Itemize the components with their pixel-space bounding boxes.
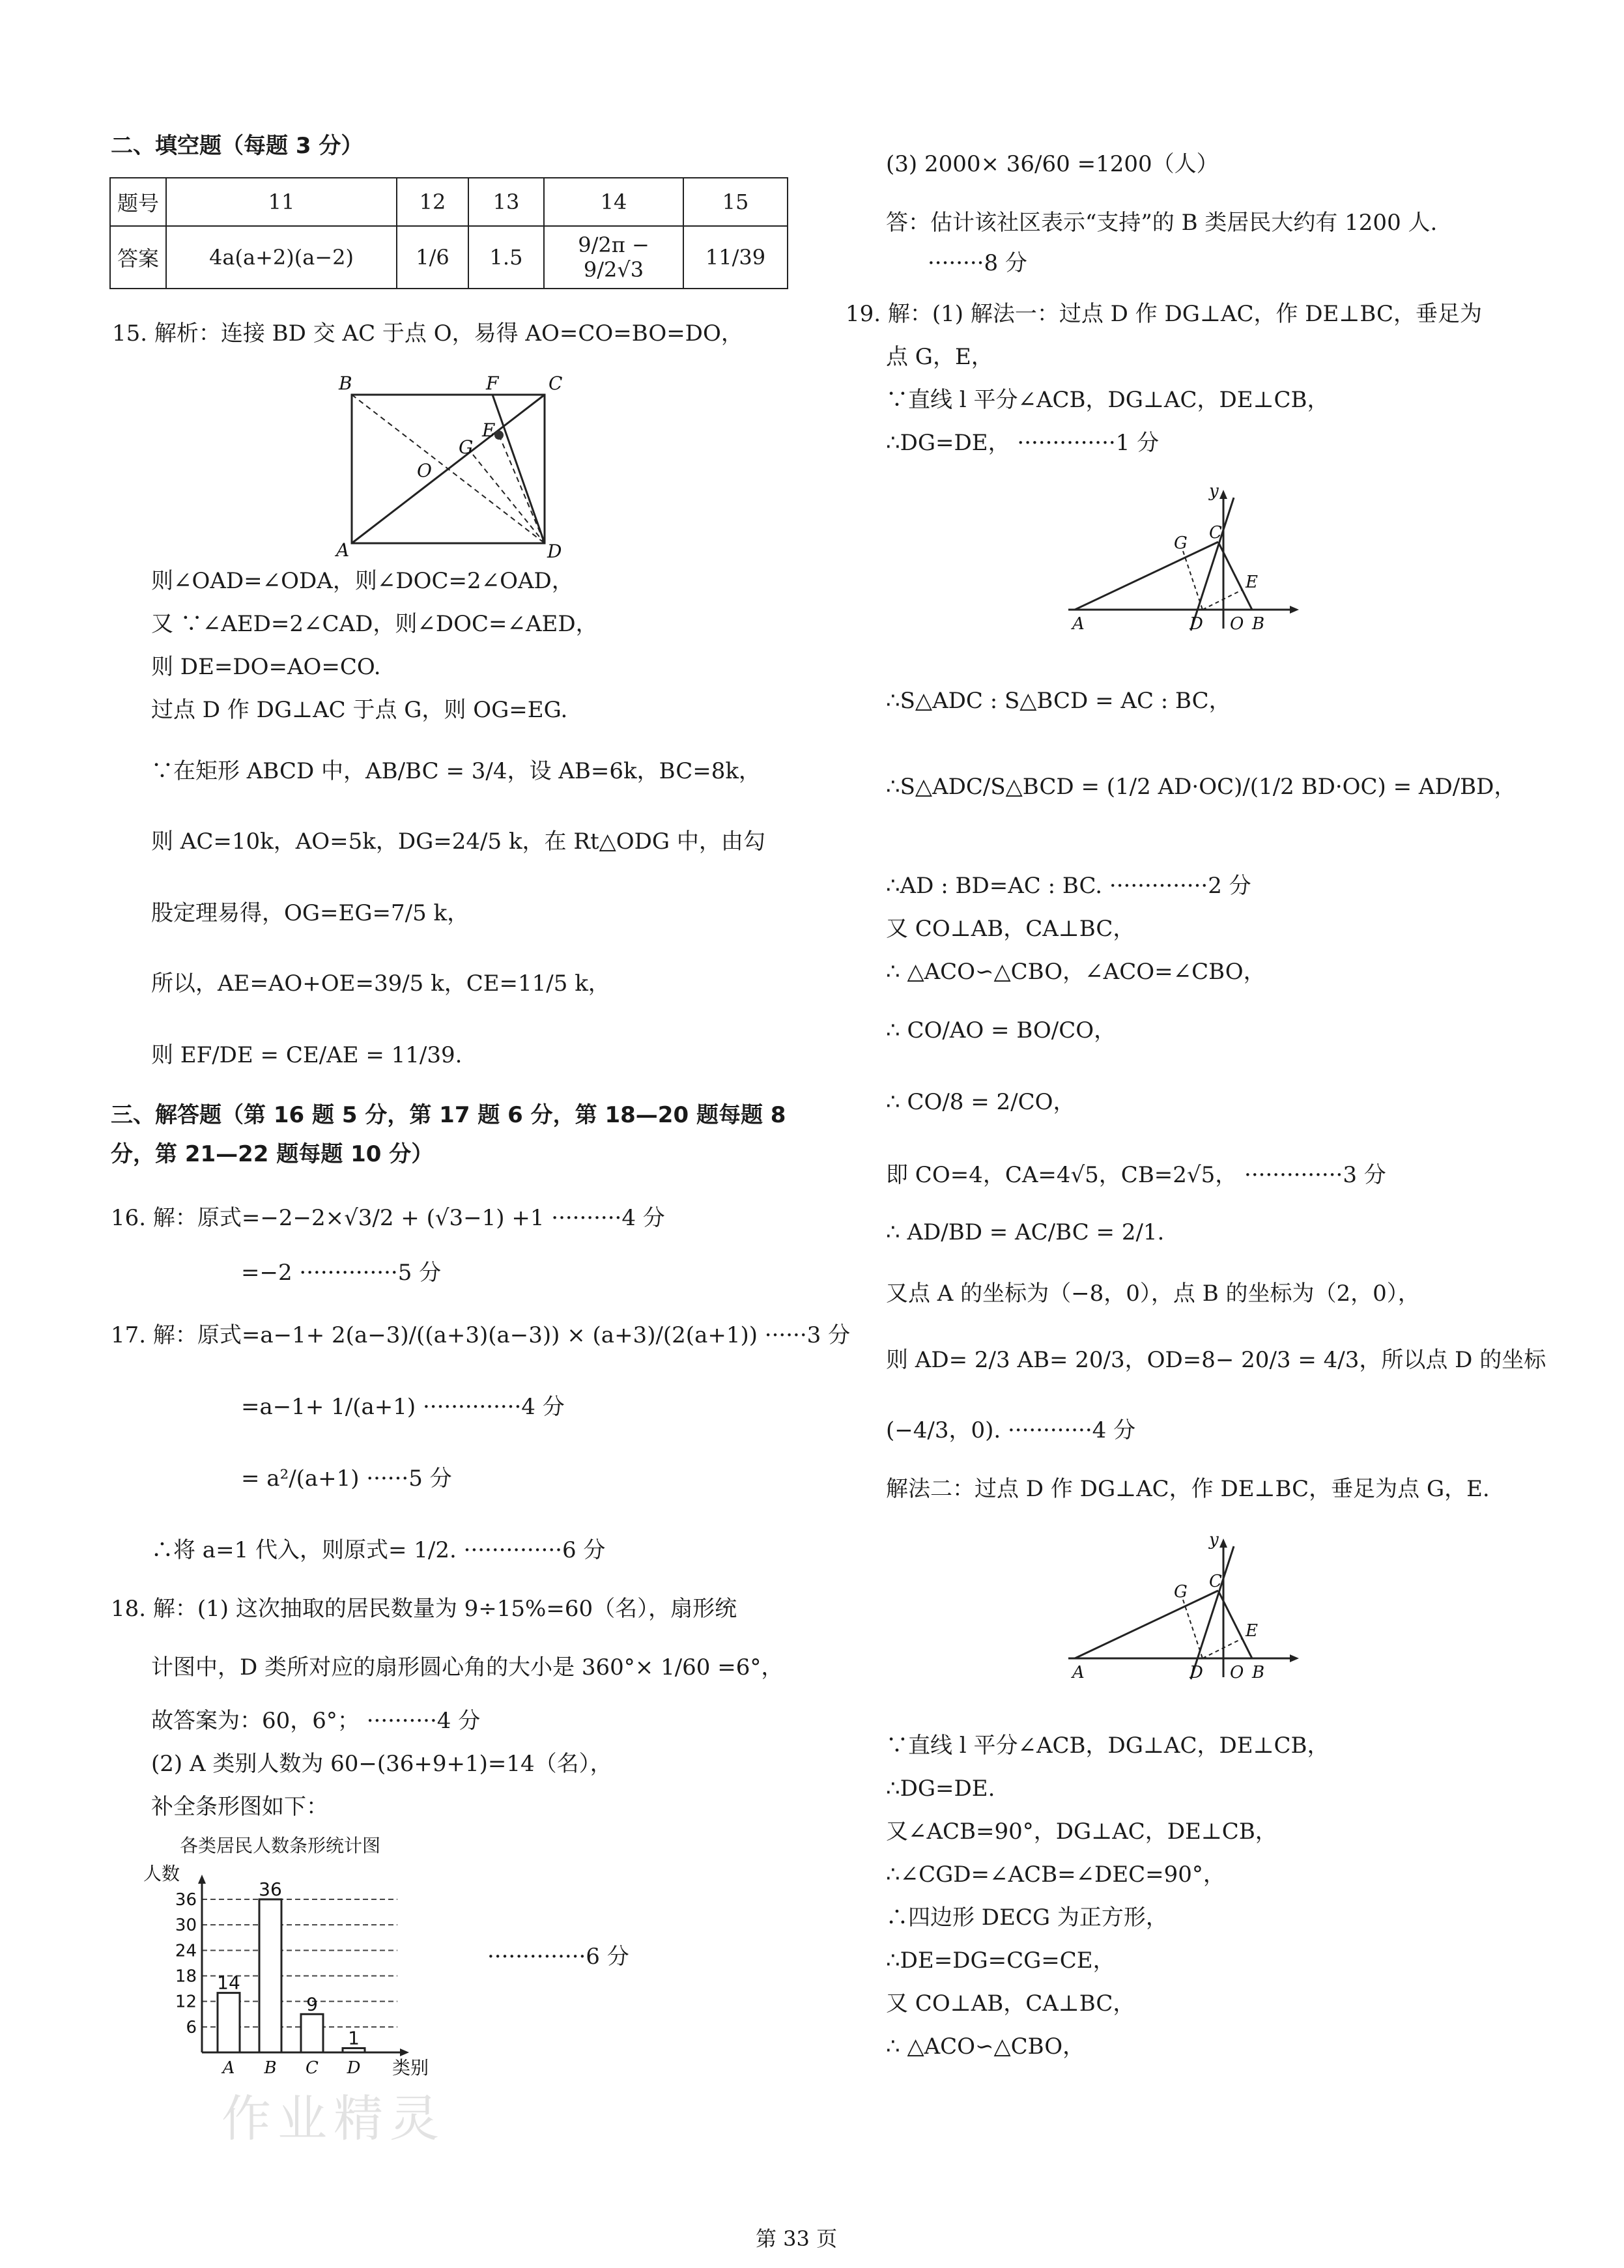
table-cell: 11 [166,178,397,226]
point-label: A [1072,614,1085,632]
solution-line: 18. 解：(1) 这次抽取的居民数量为 9÷15%=60（名），扇形统 [111,1596,737,1622]
coordinate-figure-1 [1062,482,1309,632]
y-tick-label: 30 [175,1916,197,1936]
solution-line: ∴S△ADC : S△BCD = AC : BC， [886,688,1231,714]
table-cell: 答案 [110,226,166,289]
section2-title: 二、填空题（每题 3 分） [111,133,363,159]
table-cell: 14 [544,178,683,226]
solution-line: 又 CO⊥AB，CA⊥BC， [886,916,1135,942]
solution-line: 17. 解：原式=a−1+ 2(a−3)/((a+3)(a−3)) × (a+3)/(2(a+1)) ······3 分 [111,1322,851,1348]
table-cell: 15 [683,178,788,226]
table-cell: 9/2π − 9/2√3 [544,226,683,289]
solution-line: 所以，AE=AO+OE=39/5 k，CE=11/5 k， [151,971,610,997]
solution-line: 补全条形图如下： [151,1794,328,1820]
x-tick-label: A [222,2058,235,2078]
point-label: D [1190,614,1203,632]
table-cell: 1/6 [397,226,468,289]
chart-title: 各类居民人数条形统计图 [180,1835,381,1856]
point-label: C [548,373,563,394]
solution-line: 又∠ACB=90°，DG⊥AC，DE⊥CB， [886,1819,1277,1845]
solution-line: =a−1+ 1/(a+1) ··············4 分 [241,1394,565,1420]
solution-line: ∴∠CGD=∠ACB=∠DEC=90°， [886,1862,1225,1888]
table-cell: 1.5 [468,226,544,289]
solution-line: 则 EF/DE = CE/AE = 11/39. [151,1042,463,1068]
point-label: O [1230,1663,1244,1680]
solution-line: ∴ △ACO∽△CBO， [886,2034,1085,2060]
solution-line: ∵直线 l 平分∠ACB，DG⊥AC，DE⊥CB， [886,1733,1330,1759]
solution-line: 19. 解：(1) 解法一：过点 D 作 DG⊥AC，作 DE⊥BC，垂足为 [846,301,1482,327]
y-tick-label: 12 [175,1992,197,2012]
point-label: F [486,373,499,394]
solution-line: ∵直线 l 平分∠ACB，DG⊥AC，DE⊥CB， [886,387,1330,413]
solution-line: (3) 2000× 36/60 =1200（人） [886,151,1219,177]
point-label: O [1230,614,1244,632]
bar-score: ··············6 分 [487,1944,629,1970]
solution-line: 则∠OAD=∠ODA，则∠DOC=2∠OAD， [151,568,574,594]
solution-line: 又 ∵∠AED=2∠CAD，则∠DOC=∠AED， [151,611,598,637]
point-label: E [1246,1621,1258,1641]
solution-line: 答：估计该社区表示“支持”的 B 类居民大约有 1200 人. [886,210,1438,236]
point-label: B [1252,1663,1265,1680]
solution-line: (2) A 类别人数为 60−(36+9+1)=14（名）， [151,1751,612,1777]
watermark: 作业精灵 [221,2090,446,2148]
solution-line: 股定理易得，OG=EG=7/5 k， [151,900,470,926]
table-row [110,226,788,289]
point-label: A [336,539,350,560]
solution-line: 又 CO⊥AB，CA⊥BC， [886,1991,1135,2017]
solution-line: 过点 D 作 DG⊥AC 于点 G，则 OG=EG. [151,697,568,723]
solution-line: ∴ AD/BD = AC/BC = 2/1. [886,1219,1165,1245]
table-cell: 13 [468,178,544,226]
solution-line: ∴DG=DE， ··············1 分 [886,430,1160,456]
table-row [110,178,788,226]
point-label: E [1246,573,1258,592]
solution-line: 15. 解析：连接 BD 交 AC 于点 O，易得 AO=CO=BO=DO， [112,320,743,347]
data-label: 1 [348,2027,360,2049]
point-label: G [1174,1582,1188,1602]
x-tick-label: B [264,2058,277,2078]
y-tick-label: 36 [175,1890,197,1910]
solution-line: ∴ △ACO∽△CBO，∠ACO=∠CBO， [886,959,1266,985]
solution-line: ∵在矩形 ABCD 中，AB/BC = 3/4，设 AB=6k，BC=8k， [151,758,761,784]
solution-line: (−4/3，0). ············4 分 [886,1417,1136,1443]
solution-line: 解法二：过点 D 作 DG⊥AC，作 DE⊥BC，垂足为点 G，E. [886,1476,1490,1502]
page-number: 第 33 页 [756,2226,838,2251]
solution-line: ∴AD : BD=AC : BC. ··············2 分 [886,873,1251,899]
solution-line: 故答案为：60，6°； ··········4 分 [151,1708,481,1734]
y-tick-label: 18 [175,1966,197,1987]
solution-line: 则 AD= 2/3 AB= 20/3，OD=8− 20/3 = 4/3，所以点 D 的坐标 [886,1347,1546,1373]
section3-title: 三、解答题（第 16 题 5 分，第 17 题 6 分，第 18—20 题每题 8 [111,1102,786,1128]
y-tick-label: 24 [175,1941,197,1961]
point-label: D [547,541,562,560]
point-label: E [482,419,496,441]
section3-title-cont: 分，第 21—22 题每题 10 分） [111,1141,434,1167]
point-label: y [1209,1531,1219,1550]
solution-line: ∴DG=DE. [886,1776,995,1802]
rectangle-figure [326,371,573,560]
table-cell: 12 [397,178,468,226]
solution-line: =−2 ··············5 分 [241,1260,442,1286]
point-label: y [1209,482,1219,501]
solution-line: ∴ CO/8 = 2/CO， [886,1089,1076,1115]
solution-line: ········8 分 [928,250,1027,276]
y-tick-label: 6 [186,2017,197,2037]
bar-B [259,1899,281,2052]
point-label: D [1190,1663,1203,1680]
solution-line: 点 G，E， [886,344,993,370]
x-axis-label: 类别 [392,2057,429,2078]
x-tick-label: C [306,2058,319,2078]
solution-line: ∴S△ADC/S△BCD = (1/2 AD·OC)/(1/2 BD·OC) = AD/BD， [886,774,1517,800]
point-label: B [339,373,352,394]
bar-A [218,1993,240,2052]
data-label: 14 [217,1972,240,1994]
bar-chart [137,1860,476,2082]
solution-line: ∴四边形 DECG 为正方形， [886,1905,1168,1931]
coordinate-figure-2 [1062,1531,1309,1680]
solution-line: 则 AC=10k，AO=5k，DG=24/5 k，在 Rt△ODG 中，由勾 [151,829,765,855]
solution-line: ∴ CO/AO = BO/CO， [886,1017,1117,1043]
solution-line: ∴DE=DG=CG=CE， [886,1948,1115,1974]
y-axis-label: 人数 [143,1863,180,1884]
data-label: 36 [259,1878,282,1900]
table-cell: 4a(a+2)(a−2) [166,226,397,289]
point-label: A [1072,1663,1085,1680]
data-label: 9 [306,1993,318,2015]
x-tick-label: D [347,2058,361,2078]
table-cell: 11/39 [683,226,788,289]
solution-line: 则 DE=DO=AO=CO. [151,654,381,680]
bar-C [301,2014,323,2052]
solution-line: ∴将 a=1 代入，则原式= 1/2. ··············6 分 [151,1537,606,1563]
solution-line: 计图中，D 类所对应的扇形圆心角的大小是 360°× 1/60 =6°， [151,1654,784,1680]
point-label: B [1252,614,1265,632]
solution-line: = a²/(a+1) ······5 分 [241,1466,452,1492]
solution-line: 即 CO=4，CA=4√5，CB=2√5， ··············3 分 [886,1162,1386,1188]
point-label: C [1209,523,1222,543]
point-label: C [1209,1572,1222,1591]
solution-line: 又点 A 的坐标为（−8，0），点 B 的坐标为（2，0）， [886,1281,1420,1307]
point-label: G [459,436,474,458]
solution-line: 16. 解：原式=−2−2×√3/2 + (√3−1) +1 ··········4 分 [111,1205,665,1231]
answer-table [109,177,788,289]
point-label: G [1174,533,1188,553]
table-cell: 题号 [110,178,166,226]
point-label: O [417,460,432,481]
